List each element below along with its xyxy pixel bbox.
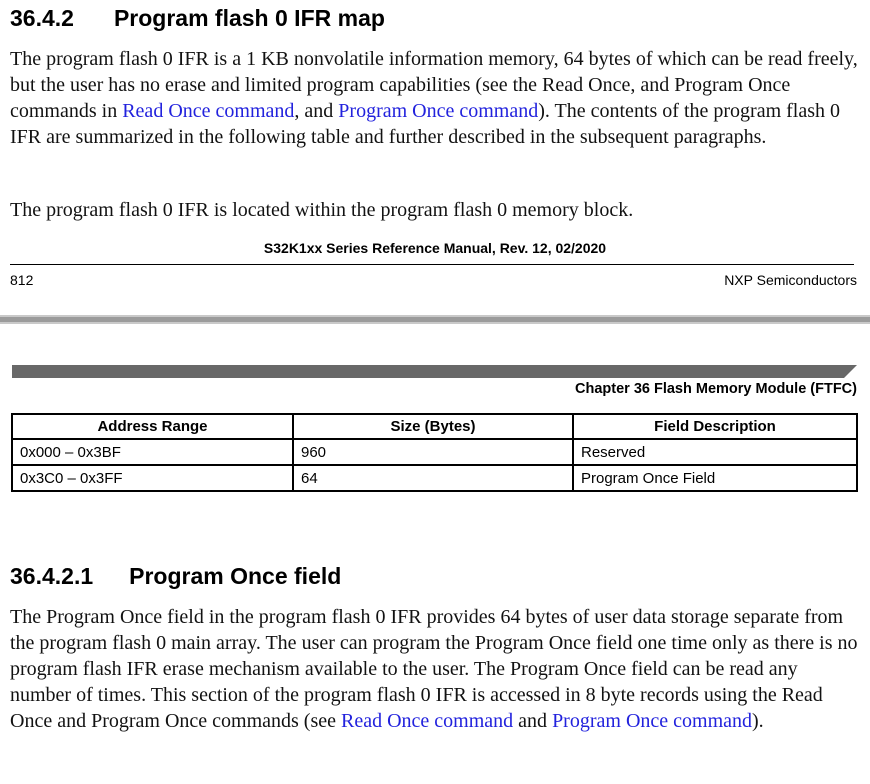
table-cell: 0x3C0 – 0x3FF <box>12 465 293 491</box>
paragraph-ifr-description <box>10 46 858 150</box>
cross-reference-link[interactable]: Read Once command <box>341 710 514 732</box>
body-text-segment: and <box>513 710 553 732</box>
body-text-segment: The Program Once field in the program flash 0 IFR provides 64 bytes of user data storage separate from the program flash 0 main array. The user can program the Program Once field one time only as there is no program flash IFR erase mechanism available to the user. The Program Once field can be read any number of times. This section of the program flash 0 IFR is accessed in 8 byte records using the Read Once and Program Once commands (see <box>10 606 858 732</box>
section-number: 36.4.2 <box>10 5 74 31</box>
section-heading <box>10 5 385 31</box>
subsection-number: 36.4.2.1 <box>10 563 94 589</box>
cross-reference-link[interactable]: Read Once command <box>122 100 295 122</box>
footer-row <box>10 272 857 288</box>
ifr-map-table <box>11 413 858 492</box>
publisher-name: NXP Semiconductors <box>724 272 857 288</box>
body-text-segment: , and <box>294 100 339 122</box>
cross-reference-link[interactable]: Program Once command <box>552 710 753 732</box>
page-gap-divider <box>0 315 870 324</box>
subsection-heading <box>10 563 341 589</box>
table-body <box>12 439 857 491</box>
table-header-size: Size (Bytes) <box>293 414 573 439</box>
body-text-segment: ). <box>752 710 764 732</box>
paragraph-program-once-field <box>10 604 858 734</box>
table-header-row <box>12 414 857 439</box>
table-row <box>12 439 857 465</box>
table-cell: 0x000 – 0x3BF <box>12 439 293 465</box>
table-cell: Program Once Field <box>573 465 857 491</box>
manual-title-footer: S32K1xx Series Reference Manual, Rev. 12, 02/2020 <box>263 240 607 256</box>
page-number: 812 <box>10 272 34 288</box>
subsection-title: Program Once field <box>129 563 342 589</box>
chapter-header-bar <box>12 365 857 378</box>
chapter-header-caption: Chapter 36 Flash Memory Module (FTFC) <box>575 381 857 397</box>
table-cell: 960 <box>293 439 573 465</box>
table-cell: Reserved <box>573 439 857 465</box>
footer-divider <box>10 264 854 265</box>
body-text-segment: The program flash 0 IFR is a 1 KB nonvolatile information memory, 64 bytes of which can be read freely, but the user has no erase and limited program capabilities (see the Read Once, and Program Once commands in <box>10 48 858 122</box>
body-text-segment: ). The contents of the program flash 0 IFR are summarized in the following table and further described in the subsequent paragraphs. <box>10 100 841 148</box>
table-header-field-description: Field Description <box>573 414 857 439</box>
table-header-address-range: Address Range <box>12 414 293 439</box>
cross-reference-link[interactable]: Program Once command <box>338 100 539 122</box>
table-row <box>12 465 857 491</box>
section-title: Program flash 0 IFR map <box>113 5 385 31</box>
table-cell: 64 <box>293 465 573 491</box>
paragraph-ifr-location: The program flash 0 IFR is located within the program flash 0 memory block. <box>10 199 634 221</box>
